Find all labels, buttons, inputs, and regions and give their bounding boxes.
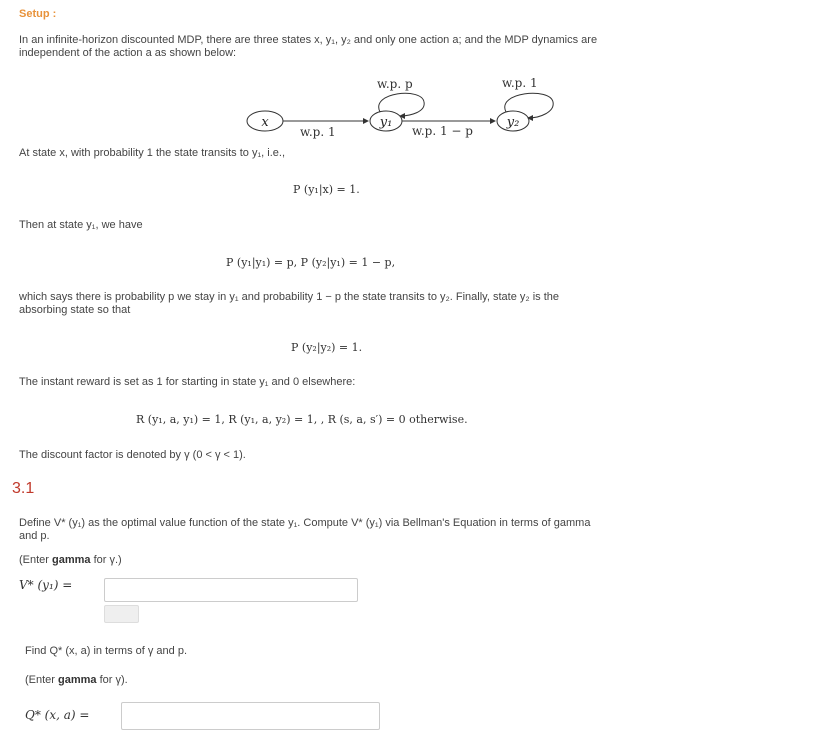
intro-paragraph xyxy=(19,34,789,60)
text-reward: The instant reward is set as 1 for starting in state y₁ and 0 elsewhere: xyxy=(19,376,356,388)
hint-gamma-keyword: gamma xyxy=(52,554,91,566)
text-absorbing xyxy=(19,291,789,317)
setup-heading: Setup : xyxy=(19,8,57,20)
intro-line-1: In an infinite-horizon discounted MDP, there are three states x, y₁, y₂ and only one action a; and the MDP dynamics are xyxy=(19,34,598,46)
question-2-hint: (Enter gamma for γ). xyxy=(25,674,128,686)
question-1-line-1: Define V* (y₁) as the optimal value function of the state y₁. Compute V* (y₁) via Bellman's Equation in terms of gamma xyxy=(19,517,591,529)
intro-line-2: independent of the action a as shown below: xyxy=(19,47,237,59)
v-star-answer-input[interactable] xyxy=(104,578,358,602)
q-star-answer-input[interactable] xyxy=(121,702,380,730)
mdp-transition-diagram xyxy=(240,72,570,144)
text-absorbing-line-1: which says there is probability p we stay in y₁ and probability 1 − p the state transits to y₂. Finally, state y₂ is the xyxy=(19,291,559,303)
label-wp-1-bottom: w.p. 1 xyxy=(300,125,336,139)
equation-p-y2-given-y2: P (y₂|y₂) = 1. xyxy=(291,341,363,354)
node-y2-label: y₂ xyxy=(506,115,520,130)
hint-gamma-keyword-2: gamma xyxy=(58,674,97,686)
node-x-label: x xyxy=(261,115,269,130)
question-1-text xyxy=(19,517,789,543)
q-star-label: Q* (x, a) = xyxy=(25,708,90,722)
v-star-label: V* (y₁) = xyxy=(19,578,73,592)
section-number: 3.1 xyxy=(12,480,35,497)
question-2-text: Find Q* (x, a) in terms of γ and p. xyxy=(25,645,188,657)
text-discount: The discount factor is denoted by γ (0 < γ < 1). xyxy=(19,449,246,461)
label-wp-1-minus-p: w.p. 1 − p xyxy=(412,124,473,138)
text-state-y1: Then at state y₁, we have xyxy=(19,219,143,231)
question-1-hint: (Enter gamma for γ.) xyxy=(19,554,122,566)
equation-p-y1-given-x: P (y₁|x) = 1. xyxy=(293,183,360,196)
label-wp-1-top: w.p. 1 xyxy=(502,76,538,90)
text-absorbing-line-2: absorbing state so that xyxy=(19,304,131,316)
equation-transitions-y1: P (y₁|y₁) = p, P (y₂|y₁) = 1 − p, xyxy=(226,256,396,269)
text-state-x: At state x, with probability 1 the state transits to y₁, i.e., xyxy=(19,147,285,159)
node-y1-label: y₁ xyxy=(379,115,393,130)
question-1-line-2: and p. xyxy=(19,530,50,542)
label-wp-p: w.p. p xyxy=(377,77,413,91)
equation-reward: R (y₁, a, y₁) = 1, R (y₁, a, y₂) = 1, , R (s, a, s′) = 0 otherwise. xyxy=(136,413,468,426)
preview-button[interactable] xyxy=(104,605,139,623)
